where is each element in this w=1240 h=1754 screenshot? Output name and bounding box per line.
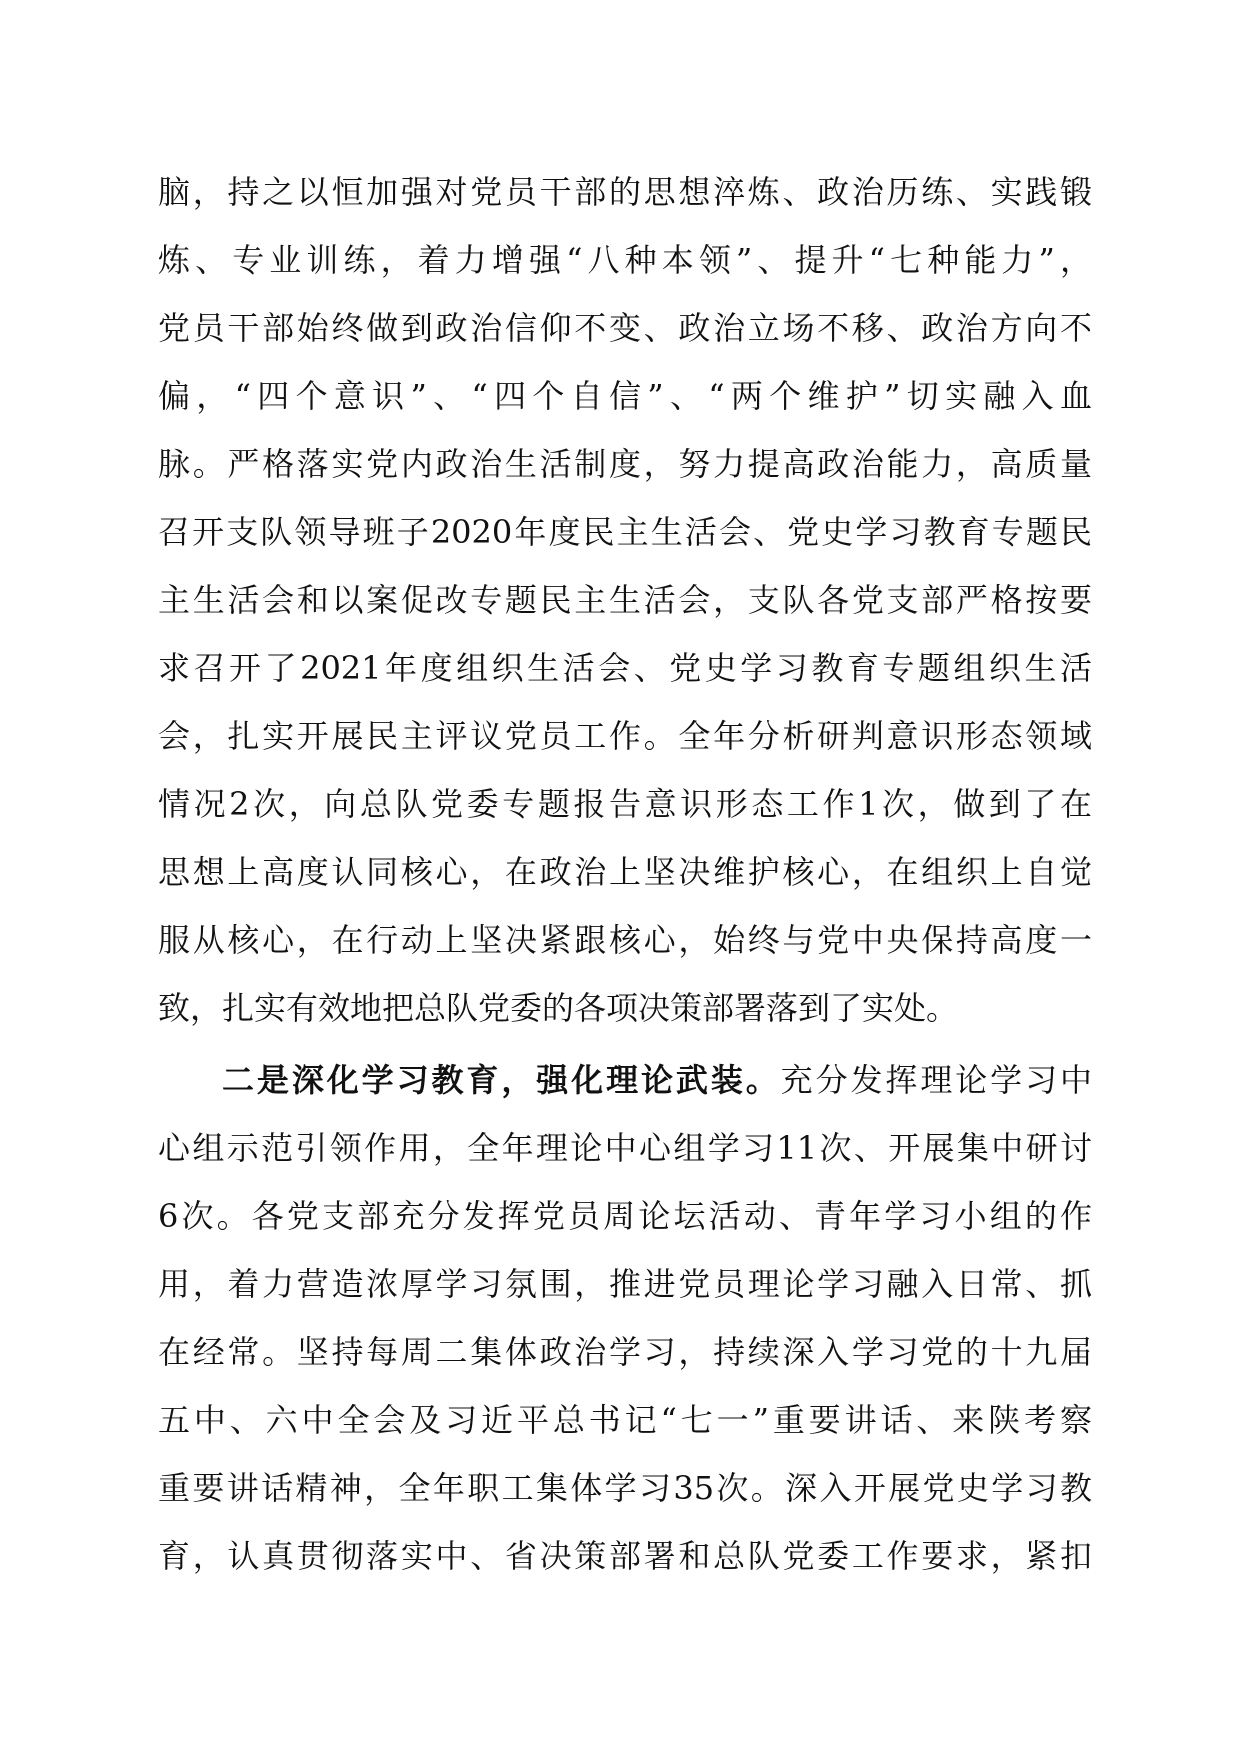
text-line: 偏，“四个意识”、“四个自信”、“两个维护”切实融入血	[158, 377, 1092, 415]
text-line: 会，扎实开展民主评议党员工作。全年分析研判意识形态领域	[158, 717, 1092, 755]
text-line: 用，着力营造浓厚学习氛围，推进党员理论学习融入日常、抓	[158, 1265, 1092, 1303]
text-line: 心组示范引领作用，全年理论中心组学习11次、开展集中研讨	[158, 1129, 1092, 1167]
text-line: 服从核心，在行动上坚决紧跟核心，始终与党中央保持高度一	[158, 921, 1092, 959]
text-line: 在经常。坚持每周二集体政治学习，持续深入学习党的十九届	[158, 1333, 1092, 1371]
heading-line-text: 充分发挥理论学习中	[780, 1061, 1092, 1099]
text-line: 6次。各党支部充分发挥党员周论坛活动、青年学习小组的作	[158, 1197, 1092, 1235]
paragraph-heading: 二是深化学习教育，强化理论武装。	[222, 1061, 781, 1099]
text-line: 召开支队领导班子2020年度民主生活会、党史学习教育专题民	[158, 513, 1092, 551]
text-line: 育，认真贯彻落实中、省决策部署和总队党委工作要求，紧扣	[158, 1537, 1092, 1575]
paragraph-heading-line	[222, 1046, 1092, 1114]
text-line: 党员干部始终做到政治信仰不变、政治立场不移、政治方向不	[158, 309, 1092, 347]
text-line: 重要讲话精神，全年职工集体学习35次。深入开展党史学习教	[158, 1469, 1092, 1507]
text-line: 情况2次，向总队党委专题报告意识形态工作1次，做到了在	[158, 785, 1092, 823]
text-line: 脉。严格落实党内政治生活制度，努力提高政治能力，高质量	[158, 445, 1092, 483]
text-line: 主生活会和以案促改专题民主生活会，支队各党支部严格按要	[158, 581, 1092, 619]
text-line: 求召开了2021年度组织生活会、党史学习教育专题组织生活	[158, 649, 1092, 687]
text-line: 五中、六中全会及习近平总书记“七一”重要讲话、来陕考察	[158, 1401, 1092, 1439]
text-line: 致，扎实有效地把总队党委的各项决策部署落到了实处。	[158, 989, 959, 1027]
text-line: 脑，持之以恒加强对党员干部的思想淬炼、政治历练、实践锻	[158, 173, 1092, 211]
text-line: 思想上高度认同核心，在政治上坚决维护核心，在组织上自觉	[158, 853, 1092, 891]
text-line: 炼、专业训练，着力增强“八种本领”、提升“七种能力”，	[158, 241, 1092, 279]
